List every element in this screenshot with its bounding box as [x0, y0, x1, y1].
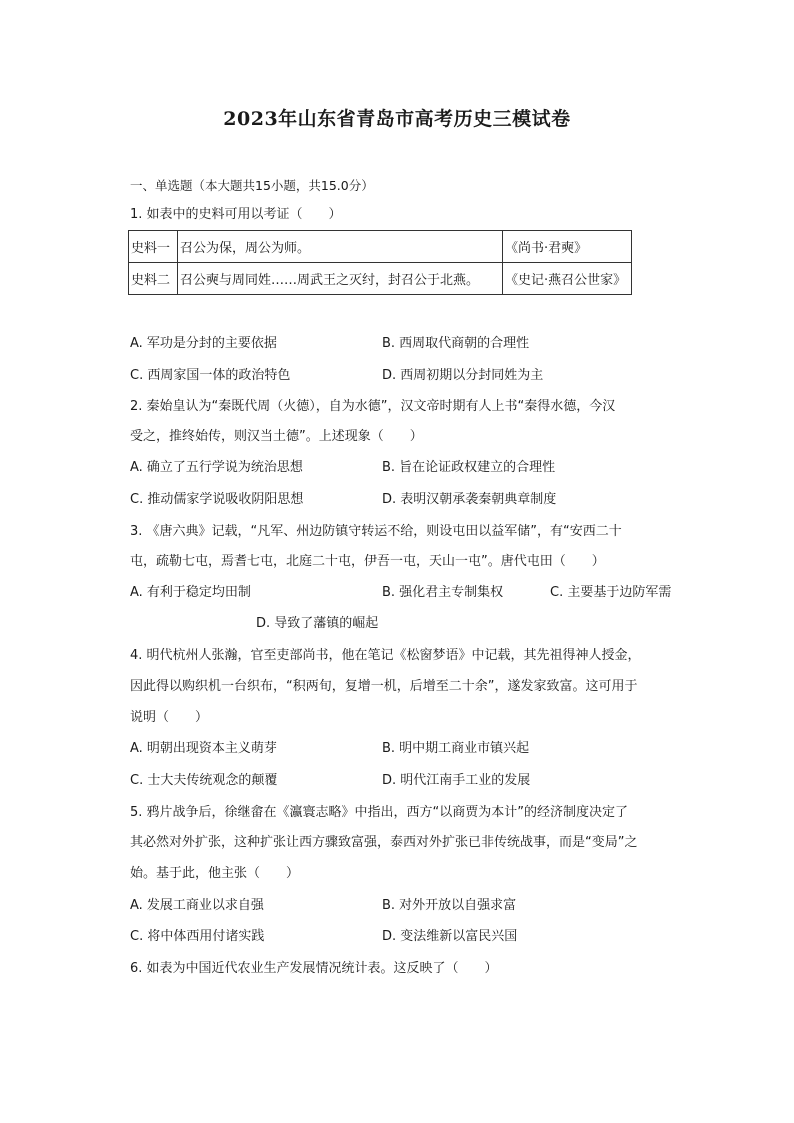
question-3-line: 3. 《唐六典》记载，“凡军、州边防镇守转运不给，则设屯田以益军储”，有“安西二十 — [130, 524, 622, 539]
question-2-line: 受之，推终始传，则汉当土德”。上述现象（ ） — [130, 429, 423, 444]
question-1-option-b: B. 西周取代商朝的合理性 — [382, 336, 530, 351]
question-5-line: 始。基于此，他主张（ ） — [130, 866, 300, 881]
question-4-option-a: A. 明朝出现资本主义萌芽 — [130, 741, 277, 756]
table-cell: 召公奭与周同姓……周武王之灭纣，封召公于北燕。 — [178, 263, 503, 295]
question-1-stem: 1. 如表中的史料可用以考证（ ） — [130, 207, 342, 222]
question-2-option-a: A. 确立了五行学说为统治思想 — [130, 460, 303, 475]
question-1-option-d: D. 西周初期以分封同姓为主 — [382, 368, 544, 383]
question-4-line: 因此得以购织机一台织布，“积两旬，复增一机，后增至二十余”，遂发家致富。这可用于 — [130, 679, 638, 694]
source-table — [128, 230, 632, 295]
question-4-option-d: D. 明代江南手工业的发展 — [382, 773, 531, 788]
question-5-option-b: B. 对外开放以自强求富 — [382, 898, 517, 913]
table-cell: 《史记·燕召公世家》 — [503, 263, 632, 295]
question-5-option-a: A. 发展工商业以求自强 — [130, 898, 264, 913]
question-3-option-a: A. 有利于稳定均田制 — [130, 585, 251, 600]
table-row — [129, 231, 632, 263]
question-6-stem: 6. 如表为中国近代农业生产发展情况统计表。这反映了（ ） — [130, 961, 498, 976]
table-row — [129, 263, 632, 295]
question-2-option-b: B. 旨在论证政权建立的合理性 — [382, 460, 556, 475]
question-4-option-b: B. 明中期工商业市镇兴起 — [382, 741, 530, 756]
question-5-option-c: C. 将中体西用付诸实践 — [130, 929, 265, 944]
question-5-option-d: D. 变法维新以富民兴国 — [382, 929, 518, 944]
question-4-line: 4. 明代杭州人张瀚，官至吏部尚书，他在笔记《松窗梦语》中记载，其先祖得神人授金， — [130, 648, 641, 663]
table-cell: 史料一 — [129, 231, 178, 263]
question-3-line: 屯，疏勒七屯，焉耆七屯，北庭二十屯，伊吾一屯，天山一屯”。唐代屯田（ ） — [130, 554, 605, 569]
question-5-line: 其必然对外扩张，这种扩张让西方骤致富强，泰西对外扩张已非传统战事，而是“变局”之 — [130, 835, 638, 850]
question-1-option-c: C. 西周家国一体的政治特色 — [130, 368, 291, 383]
question-3-option-b: B. 强化君主专制集权 — [382, 585, 504, 600]
question-4-option-c: C. 士大夫传统观念的颠覆 — [130, 773, 278, 788]
question-1-option-a: A. 军功是分封的主要依据 — [130, 336, 277, 351]
question-2-option-c: C. 推动儒家学说吸收阴阳思想 — [130, 492, 304, 507]
question-2-option-d: D. 表明汉朝承袭秦朝典章制度 — [382, 492, 557, 507]
question-2-line: 2. 秦始皇认为“秦既代周（火德），自为水德”，汉文帝时期有人上书“秦得水德，今汉 — [130, 399, 616, 414]
question-5-line: 5. 鸦片战争后，徐继畲在《瀛寰志略》中指出，西方“以商贾为本计”的经济制度决定了 — [130, 805, 629, 820]
question-4-line: 说明（ ） — [130, 710, 209, 725]
question-3-option-c: C. 主要基于边防军需 — [550, 585, 672, 600]
table-cell: 史料二 — [129, 263, 178, 295]
question-3-option-d: D. 导致了藩镇的崛起 — [256, 616, 379, 631]
table-cell: 召公为保，周公为师。 — [178, 231, 503, 263]
page-title: 2023年山东省青岛市高考历史三模试卷 — [223, 108, 571, 130]
section-heading: 一、单选题（本大题共15小题，共15.0分） — [130, 178, 374, 193]
table-cell: 《尚书·君奭》 — [503, 231, 632, 263]
